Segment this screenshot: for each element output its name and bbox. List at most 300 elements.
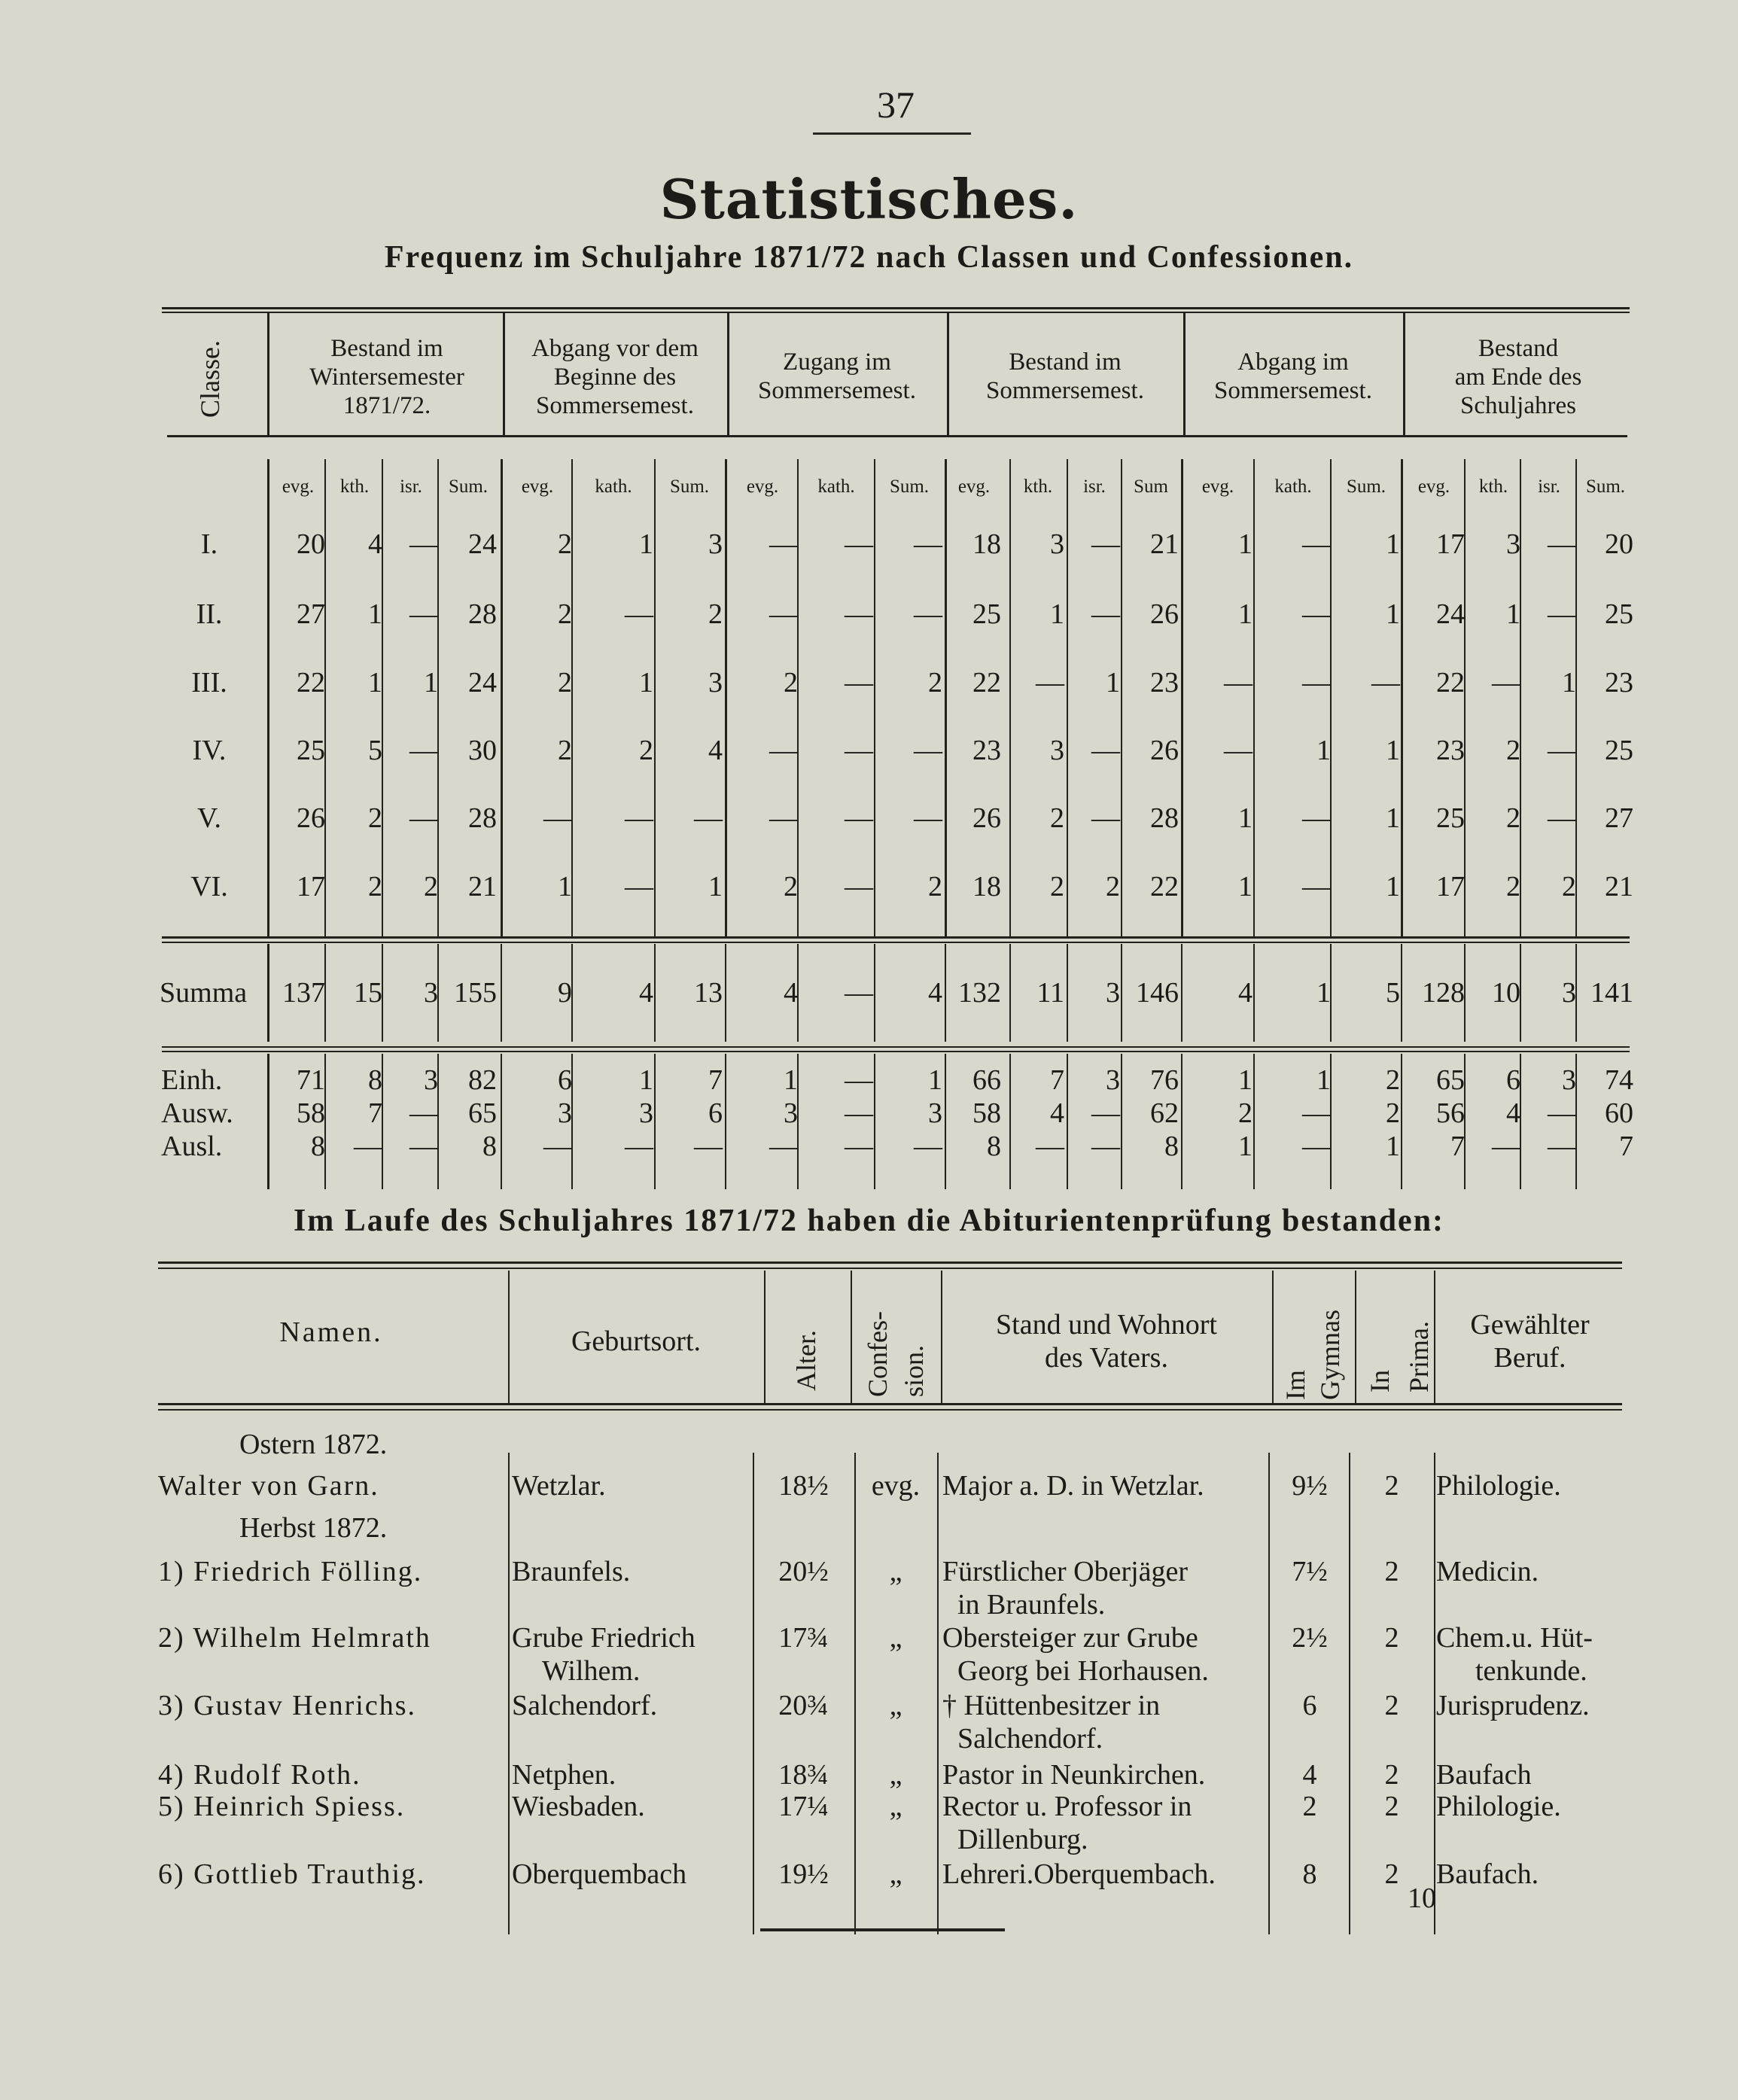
table-cell: 2	[558, 598, 572, 630]
abitur-column-separator	[937, 1453, 939, 1934]
origin-cell: 66	[972, 1064, 1001, 1096]
summa-cell: 4	[639, 977, 653, 1009]
origin-cell: —	[409, 1131, 438, 1162]
summa-cell: 13	[694, 977, 723, 1009]
group-header-line: Zugang im	[783, 348, 891, 376]
origin-cell: 8	[311, 1131, 325, 1162]
summa-column-separator	[1009, 944, 1011, 1042]
table-cell: 1	[1386, 598, 1400, 630]
student-prima-years: 2	[1384, 1791, 1399, 1822]
origin-column-separator	[1009, 1054, 1011, 1189]
table-cell: 21	[1150, 528, 1179, 560]
table-cell: 2	[558, 735, 572, 766]
student-name: 5) Heinrich Spiess.	[158, 1791, 406, 1822]
header-father: des Vaters.	[1045, 1342, 1168, 1374]
footer-number: 10	[1408, 1882, 1436, 1914]
table-cell: 2	[368, 802, 382, 834]
table-cell: 2	[368, 871, 382, 902]
table-cell: —	[845, 871, 873, 902]
subcolumn-header: evg.	[282, 476, 315, 497]
origin-cell: —	[1302, 1131, 1331, 1162]
student-father: Rector u. Professor in	[942, 1791, 1192, 1822]
student-gymnasium-years: 2	[1302, 1791, 1317, 1822]
abitur-header-separator	[508, 1271, 510, 1405]
summa-cell: 3	[1562, 977, 1576, 1009]
class-label: V.	[196, 802, 222, 834]
table-cell: —	[1548, 598, 1576, 630]
table-cell: 23	[1150, 667, 1179, 698]
table-cell: —	[1091, 528, 1120, 560]
origin-cell: 7	[708, 1064, 723, 1096]
student-age: 17¾	[778, 1622, 829, 1654]
table-cell: 1	[639, 667, 653, 698]
group-header-line: Wintersemester	[309, 364, 464, 391]
student-age: 17¼	[778, 1791, 829, 1822]
group-header-line: Sommersemest.	[986, 377, 1144, 404]
student-age: 19½	[778, 1858, 829, 1890]
table-cell: 24	[468, 667, 497, 698]
table-cell: 1	[1562, 667, 1576, 698]
table-cell: 1	[1106, 667, 1120, 698]
origin-cell: 65	[468, 1097, 497, 1129]
summa-cell: 4	[1238, 977, 1253, 1009]
summa-cell: 9	[558, 977, 572, 1009]
summa-cell: 4	[928, 977, 942, 1009]
table-cell: 1	[1386, 735, 1400, 766]
student-father: in Braunfels.	[957, 1589, 1106, 1621]
summa-cell: 128	[1422, 977, 1465, 1009]
table-cell: 1	[1386, 528, 1400, 560]
header-confession: Confes-	[863, 1311, 893, 1397]
origin-cell: 7	[1619, 1131, 1633, 1162]
group-header-line: Schuljahres	[1460, 392, 1576, 419]
student-name: 1) Friedrich Fölling.	[158, 1556, 423, 1587]
table-cell: 2	[1050, 802, 1064, 834]
origin-cell: —	[543, 1131, 572, 1162]
table-cell: 23	[1436, 735, 1465, 766]
table-cell: 20	[297, 528, 325, 560]
subcolumn-header: kth.	[339, 476, 370, 497]
table-cell: 1	[1050, 598, 1064, 630]
header-age: Alter.	[791, 1330, 821, 1391]
table-cell: 27	[297, 598, 325, 630]
origin-cell: 8	[482, 1131, 497, 1162]
student-gymnasium-years: 6	[1302, 1690, 1317, 1721]
table-cell: 28	[468, 802, 497, 834]
header-name: Namen.	[279, 1316, 383, 1348]
summa-cell: 146	[1136, 977, 1179, 1009]
student-career: Baufach	[1436, 1759, 1532, 1791]
origin-cell: —	[845, 1064, 873, 1096]
summa-column-separator	[1121, 944, 1122, 1042]
subcolumn-header: Sum.	[1585, 476, 1626, 497]
student-birthplace: Braunfels.	[512, 1556, 631, 1587]
table-cell: 26	[1150, 735, 1179, 766]
student-birthplace: Oberquembach	[512, 1858, 687, 1890]
table-cell: —	[694, 802, 723, 834]
table-cell: 25	[1436, 802, 1465, 834]
student-name: 6) Gottlieb Trauthig.	[158, 1858, 426, 1890]
table-cell: —	[409, 802, 438, 834]
class-label: II.	[196, 598, 223, 630]
summa-column-separator	[654, 944, 656, 1042]
origin-cell: 1	[1316, 1064, 1331, 1096]
origin-cell: —	[409, 1097, 438, 1129]
table-top-rule-thin	[162, 312, 1630, 313]
table-cell: —	[1548, 528, 1576, 560]
table-top-rule	[162, 307, 1630, 309]
origin-cell: 71	[297, 1064, 325, 1096]
table-cell: 2	[1506, 802, 1520, 834]
summa-column-separator	[1401, 944, 1402, 1042]
table-cell: —	[845, 735, 873, 766]
student-career: Chem.u. Hüt-	[1436, 1622, 1593, 1654]
origin-column-separator	[501, 1054, 502, 1189]
student-father: Salchendorf.	[957, 1723, 1103, 1755]
origin-cell: 82	[468, 1064, 497, 1096]
class-column-header: Classe.	[195, 340, 225, 418]
table-cell: —	[1302, 598, 1331, 630]
abitur-header-separator	[941, 1271, 942, 1405]
student-confession: evg.	[871, 1470, 921, 1502]
header-father: Stand und Wohnort	[996, 1309, 1217, 1341]
abitur-header-separator	[1355, 1271, 1356, 1405]
student-career: Jurisprudenz.	[1436, 1690, 1590, 1721]
table-cell: 22	[297, 667, 325, 698]
subcolumn-header: isr.	[1083, 476, 1106, 497]
student-career: Philologie.	[1436, 1470, 1561, 1502]
summa-top-rule	[162, 936, 1630, 939]
summa-cell: 11	[1036, 977, 1064, 1009]
table-cell: 30	[468, 735, 497, 766]
table-cell: —	[1091, 735, 1120, 766]
group-header-line: Sommersemest.	[536, 392, 694, 419]
summa-bottom-rule-thin	[162, 1051, 1630, 1052]
table-cell: —	[769, 598, 798, 630]
origin-cell: —	[694, 1131, 723, 1162]
origin-border	[267, 1054, 269, 1189]
table-cell: —	[1302, 871, 1331, 902]
table-cell: 1	[1386, 802, 1400, 834]
student-name: 4) Rudolf Roth.	[158, 1759, 361, 1791]
origin-column-separator	[1067, 1054, 1068, 1189]
table-cell: —	[1371, 667, 1400, 698]
origin-cell: 8	[1164, 1131, 1179, 1162]
origin-cell: 3	[558, 1097, 572, 1129]
student-prima-years: 2	[1384, 1622, 1399, 1654]
table-cell: 2	[558, 528, 572, 560]
table-cell: 22	[1436, 667, 1465, 698]
table-cell: —	[1302, 802, 1331, 834]
table-cell: 1	[1316, 735, 1331, 766]
subcolumn-header: isr.	[400, 476, 422, 497]
origin-cell: —	[1492, 1131, 1520, 1162]
table-cell: 26	[972, 802, 1001, 834]
closing-rule	[760, 1928, 1005, 1931]
table-cell: —	[769, 735, 798, 766]
origin-label: Ausl.	[161, 1131, 223, 1162]
table-cell: 1	[1238, 802, 1253, 834]
student-gymnasium-years: 8	[1302, 1858, 1317, 1890]
group-header-line: Abgang im	[1237, 348, 1349, 376]
table-cell: —	[625, 802, 653, 834]
table-cell: —	[1302, 528, 1331, 560]
group-header-line: Bestand im	[1009, 348, 1122, 376]
class-label: VI.	[190, 871, 228, 902]
subcolumn-header: evg.	[1417, 476, 1450, 497]
subcolumn-header: isr.	[1538, 476, 1560, 497]
abitur-header-separator	[764, 1271, 766, 1405]
origin-cell: 3	[928, 1097, 942, 1129]
table-cell: 1	[1238, 528, 1253, 560]
origin-cell: 76	[1150, 1064, 1179, 1096]
column-separator	[874, 459, 875, 937]
table-cell: 2	[1562, 871, 1576, 902]
student-career: Philologie.	[1436, 1791, 1561, 1822]
header-birthplace: Geburtsort.	[571, 1325, 702, 1357]
student-confession: „	[889, 1556, 902, 1587]
subcolumn-header: evg.	[746, 476, 779, 497]
table-cell: 1	[558, 871, 572, 902]
student-father: Pastor in Neunkirchen.	[942, 1759, 1206, 1791]
student-gymnasium-years: 2½	[1292, 1622, 1328, 1654]
subcolumn-header: evg.	[1201, 476, 1234, 497]
table-cell: —	[1224, 667, 1253, 698]
summa-cell: 15	[354, 977, 382, 1009]
table-cell: 26	[297, 802, 325, 834]
student-birthplace: Salchendorf.	[512, 1690, 658, 1721]
student-birthplace: Wetzlar.	[512, 1470, 606, 1502]
table-cell: 3	[708, 528, 723, 560]
table-cell: —	[625, 871, 653, 902]
table-cell: —	[1492, 667, 1520, 698]
table-cell: 3	[708, 667, 723, 698]
table-cell: 17	[1436, 528, 1465, 560]
column-separator	[654, 459, 656, 937]
summa-column-separator	[725, 944, 726, 1042]
student-father: Major a. D. in Wetzlar.	[942, 1470, 1204, 1502]
table-cell: 1	[368, 598, 382, 630]
origin-cell: —	[845, 1097, 873, 1129]
column-separator	[1009, 459, 1011, 937]
abitur-header-separator	[851, 1271, 852, 1405]
table-subtitle: Frequenz im Schuljahre 1871/72 nach Classen und Confessionen.	[384, 240, 1354, 275]
student-confession: „	[889, 1690, 902, 1721]
student-father: Georg bei Horhausen.	[957, 1655, 1209, 1687]
summa-cell: 5	[1386, 977, 1400, 1009]
summa-cell: 4	[784, 977, 798, 1009]
student-gymnasium-years: 4	[1302, 1759, 1317, 1791]
class-label: IV.	[192, 735, 227, 766]
table-cell: 28	[468, 598, 497, 630]
origin-cell: 2	[1386, 1064, 1400, 1096]
table-cell: 2	[708, 598, 723, 630]
summa-border	[267, 944, 269, 1042]
abitur-column-separator	[508, 1453, 510, 1934]
subcolumn-header: evg.	[521, 476, 554, 497]
origin-cell: —	[769, 1131, 798, 1162]
origin-label: Einh.	[161, 1064, 223, 1096]
subcolumn-header: kth.	[1478, 476, 1508, 497]
origin-column-separator	[654, 1054, 656, 1189]
origin-cell: 1	[928, 1064, 942, 1096]
table-cell: 2	[784, 871, 798, 902]
summa-cell: 3	[424, 977, 438, 1009]
table-cell: —	[543, 802, 572, 834]
origin-cell: 4	[1050, 1097, 1064, 1129]
table-cell: 18	[972, 528, 1001, 560]
abitur-header-bottom-rule-thin	[158, 1409, 1622, 1411]
origin-cell: 3	[784, 1097, 798, 1129]
student-father: Dillenburg.	[957, 1824, 1088, 1855]
summa-column-separator	[1067, 944, 1068, 1042]
table-cell: —	[914, 802, 942, 834]
column-separator	[1067, 459, 1068, 937]
table-cell: —	[914, 735, 942, 766]
table-cell: —	[1302, 667, 1331, 698]
summa-cell: 10	[1492, 977, 1520, 1009]
origin-cell: —	[354, 1131, 382, 1162]
table-cell: —	[1548, 735, 1576, 766]
summa-cell: 1	[1316, 977, 1331, 1009]
origin-cell: 7	[1450, 1131, 1465, 1162]
origin-cell: 3	[1106, 1064, 1120, 1096]
origin-cell: —	[1036, 1131, 1064, 1162]
table-cell: 1	[1238, 598, 1253, 630]
table-cell: 17	[297, 871, 325, 902]
student-prima-years: 2	[1384, 1556, 1399, 1587]
abitur-top-rule-thin	[158, 1268, 1622, 1269]
table-cell: 2	[558, 667, 572, 698]
table-cell: 25	[297, 735, 325, 766]
origin-column-separator	[945, 1054, 946, 1189]
origin-cell: —	[1091, 1097, 1120, 1129]
origin-column-separator	[1253, 1054, 1255, 1189]
summa-cell: 141	[1590, 977, 1633, 1009]
origin-label: Ausw.	[161, 1097, 233, 1129]
origin-cell: 2	[1238, 1097, 1253, 1129]
origin-cell: 4	[1506, 1097, 1520, 1129]
subcolumn-header: Sum.	[1346, 476, 1386, 497]
subcolumn-header: kath.	[595, 476, 632, 497]
student-age: 18½	[778, 1470, 829, 1502]
table-cell: 21	[1605, 871, 1633, 902]
student-age: 20¾	[778, 1690, 829, 1721]
table-cell: 26	[1150, 598, 1179, 630]
table-cell: 1	[708, 871, 723, 902]
student-confession: „	[889, 1759, 902, 1791]
student-confession: „	[889, 1622, 902, 1654]
header-career: Beruf.	[1493, 1342, 1566, 1374]
abitur-header-separator	[1272, 1271, 1274, 1405]
origin-cell: 1	[1238, 1064, 1253, 1096]
table-cell: —	[769, 802, 798, 834]
origin-cell: —	[1302, 1097, 1331, 1129]
origin-cell: 65	[1436, 1064, 1465, 1096]
origin-cell: 7	[368, 1097, 382, 1129]
origin-cell: 58	[972, 1097, 1001, 1129]
student-father: Obersteiger zur Grube	[942, 1622, 1198, 1654]
page-number: 37	[877, 84, 915, 126]
table-cell: 2	[784, 667, 798, 698]
origin-column-separator	[1181, 1054, 1183, 1189]
group-header-line: Bestand	[1478, 335, 1559, 362]
origin-cell: 3	[639, 1097, 653, 1129]
group-header-line: am Ende des	[1454, 364, 1582, 391]
table-cell: 3	[1506, 528, 1520, 560]
column-separator	[1253, 459, 1255, 937]
student-prima-years: 2	[1384, 1690, 1399, 1721]
table-cell: 17	[1436, 871, 1465, 902]
table-cell: —	[1036, 667, 1064, 698]
table-cell: 25	[1605, 598, 1633, 630]
student-prima-years: 2	[1384, 1470, 1399, 1502]
subcolumn-header: Sum.	[889, 476, 930, 497]
summa-bottom-rule	[162, 1046, 1630, 1048]
table-cell: 28	[1150, 802, 1179, 834]
summa-cell: —	[845, 977, 873, 1009]
origin-cell: 6	[558, 1064, 572, 1096]
origin-cell: —	[1548, 1131, 1576, 1162]
origin-column-separator	[1401, 1054, 1402, 1189]
table-cell: 25	[1605, 735, 1633, 766]
table-cell: 2	[639, 735, 653, 766]
student-birthplace: Netphen.	[512, 1759, 616, 1791]
origin-cell: 60	[1605, 1097, 1633, 1129]
table-cell: 1	[1506, 598, 1520, 630]
student-father: † Hüttenbesitzer in	[942, 1690, 1161, 1721]
origin-column-separator	[725, 1054, 726, 1189]
table-cell: 3	[1050, 528, 1064, 560]
subcolumn-header: kth.	[1023, 476, 1053, 497]
student-confession: „	[889, 1858, 902, 1890]
table-cell: 27	[1605, 802, 1633, 834]
origin-cell: 3	[424, 1064, 438, 1096]
table-cell: 2	[1506, 735, 1520, 766]
table-cell: 1	[368, 667, 382, 698]
subcolumn-header: evg.	[957, 476, 991, 497]
header-confession: sion.	[899, 1344, 929, 1397]
summa-label: Summa	[160, 977, 248, 1009]
group-header-line: Abgang vor dem	[531, 335, 699, 362]
table-cell: —	[409, 528, 438, 560]
origin-cell: —	[1548, 1097, 1576, 1129]
group-header-line: Sommersemest.	[758, 377, 916, 404]
table-cell: —	[845, 528, 873, 560]
summa-column-separator	[874, 944, 875, 1042]
abitur-header-bottom-rule	[158, 1403, 1622, 1405]
origin-cell: 1	[1238, 1131, 1253, 1162]
class-label: I.	[200, 528, 218, 560]
table-cell: 23	[972, 735, 1001, 766]
origin-cell: 8	[368, 1064, 382, 1096]
table-cell: 25	[972, 598, 1001, 630]
origin-cell: —	[845, 1131, 873, 1162]
table-cell: —	[625, 598, 653, 630]
origin-cell: 1	[639, 1064, 653, 1096]
student-prima-years: 2	[1384, 1858, 1399, 1890]
page-number-rule	[813, 132, 971, 135]
student-gymnasium-years: 9½	[1292, 1470, 1328, 1502]
subcolumn-header: Sum.	[448, 476, 489, 497]
summa-cell: 155	[454, 977, 497, 1009]
header-bottom-rule	[167, 435, 1627, 437]
table-cell: 22	[1150, 871, 1179, 902]
table-cell: 4	[708, 735, 723, 766]
table-cell: 23	[1605, 667, 1633, 698]
subcolumn-header: Sum	[1134, 476, 1168, 497]
origin-cell: 2	[1386, 1097, 1400, 1129]
